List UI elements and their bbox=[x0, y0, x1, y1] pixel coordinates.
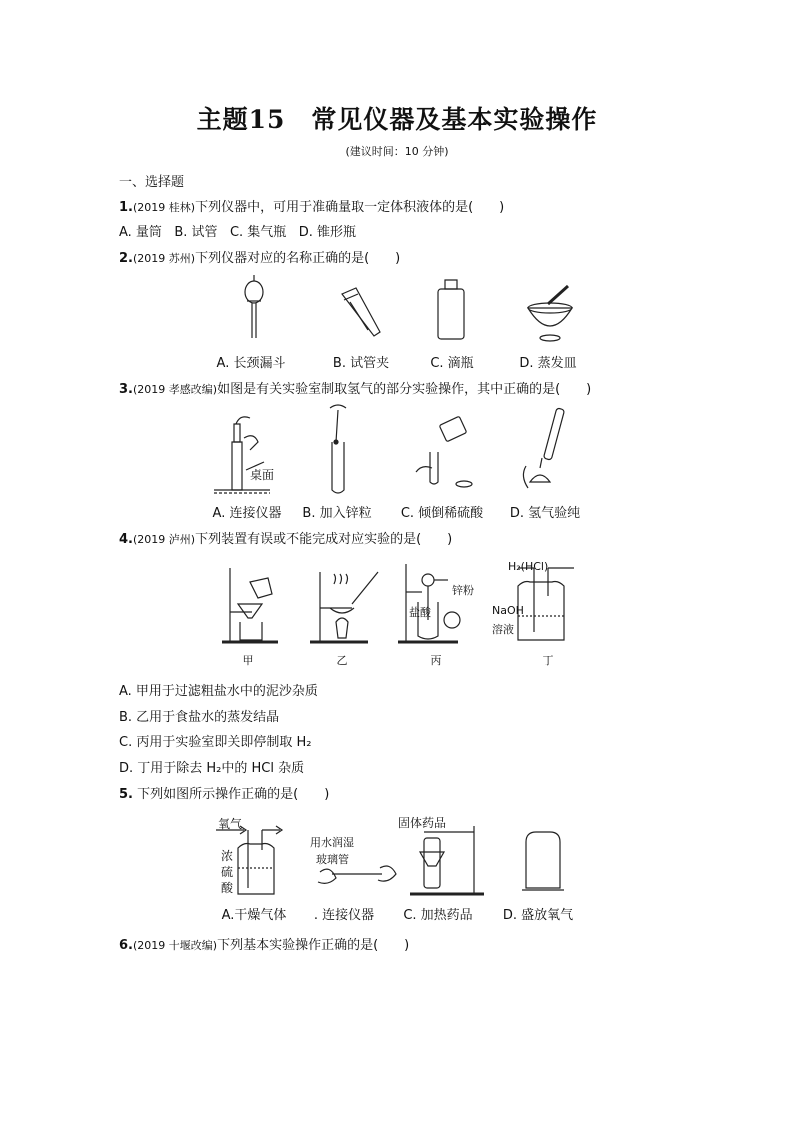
question-1-options bbox=[119, 221, 356, 240]
question-source: (2019 苏州) bbox=[132, 252, 196, 265]
question-1 bbox=[119, 196, 504, 215]
q3-caption-a: A. 连接仪器 bbox=[212, 506, 282, 521]
q5-caption-d: D. 盛放氧气 bbox=[502, 908, 574, 923]
question-source: (2019 十堰改编) bbox=[132, 939, 218, 952]
pour-acid-drawing bbox=[416, 416, 472, 487]
option-a: A. 量筒 bbox=[119, 225, 162, 240]
q5-label-wet: 用水润湿 bbox=[310, 836, 354, 849]
gas-washing-bottle-drawing bbox=[518, 568, 574, 640]
q4-option-b: B. 乙用于食盐水的蒸发结晶 bbox=[119, 710, 280, 725]
q4-label-solution: 溶液 bbox=[492, 623, 514, 636]
question-source: (2019 泸州) bbox=[132, 533, 196, 546]
hydrogen-generator-drawing bbox=[398, 564, 460, 642]
q4-caption-ding: 丁 bbox=[542, 654, 554, 667]
q5-label-oxygen: 氧气 bbox=[218, 817, 243, 831]
hydrogen-purity-test-drawing bbox=[523, 408, 564, 488]
question-stem: 下列仪器对应的名称正确的是( ) bbox=[195, 251, 401, 266]
question-stem: 下列装置有误或不能完成对应实验的是( ) bbox=[195, 532, 453, 547]
q4-label-zinc: 锌粉 bbox=[452, 584, 474, 597]
q2-caption-a: A. 长颈漏斗 bbox=[216, 356, 286, 371]
question-5 bbox=[119, 783, 329, 802]
question-number: 6. bbox=[119, 938, 133, 953]
option-b: B. 试管 bbox=[174, 225, 218, 240]
option-d: D. 锥形瓶 bbox=[298, 225, 356, 240]
q5-caption-b: . 连接仪器 bbox=[313, 908, 375, 923]
option-c: C. 集气瓶 bbox=[229, 225, 287, 240]
question-6 bbox=[119, 934, 409, 953]
q4-label-naoh: NaOH bbox=[492, 604, 524, 617]
q2-caption-c: C. 滴瓶 bbox=[430, 356, 474, 371]
test-tube-clamp-drawing bbox=[342, 288, 380, 336]
q4-label-acid: 盐酸 bbox=[409, 606, 431, 619]
question-stem: 下列仪器中，可用于准确量取一定体积液体的是( ) bbox=[195, 200, 505, 215]
q4-option-d: D. 丁用于除去 H₂中的 HCl 杂质 bbox=[119, 761, 305, 776]
question-number: 1. bbox=[119, 200, 133, 215]
question-source: (2019 桂林) bbox=[132, 201, 196, 214]
question-stem: 下列如图所示操作正确的是( ) bbox=[137, 787, 330, 802]
evaporation-apparatus-drawing bbox=[310, 572, 378, 642]
q4-caption-bing: 丙 bbox=[430, 654, 442, 667]
q3-caption-c: C. 倾倒稀硫酸 bbox=[400, 506, 484, 521]
heating-apparatus-drawing bbox=[410, 826, 484, 894]
question-number: 5. bbox=[119, 787, 133, 802]
q2-caption-d: D. 蒸发皿 bbox=[519, 356, 577, 371]
question-4 bbox=[119, 528, 452, 547]
q2-instrument-figures bbox=[230, 272, 590, 348]
q3-caption-d: D. 氢气验纯 bbox=[509, 506, 581, 521]
separatory-funnel-drawing bbox=[245, 275, 263, 338]
mortar-drawing bbox=[528, 286, 572, 341]
question-stem: 如图是有关实验室制取氢气的部分实验操作，其中正确的是( ) bbox=[217, 382, 592, 397]
q5-label-solid: 固体药品 bbox=[398, 816, 447, 830]
q4-caption-jia: 甲 bbox=[242, 654, 254, 667]
section-heading: 一、选择题 bbox=[119, 175, 185, 190]
gas-jar-drawing bbox=[522, 832, 564, 890]
q3-operation-figures bbox=[210, 402, 590, 498]
question-number: 3. bbox=[119, 382, 133, 397]
q3-caption-b: B. 加入锌粒 bbox=[302, 506, 372, 521]
add-zinc-drawing bbox=[330, 405, 346, 493]
q5-label-acid: 浓硫酸 bbox=[221, 849, 234, 895]
q5-caption-c: C. 加热药品 bbox=[403, 908, 473, 923]
q2-caption-b: B. 试管夹 bbox=[332, 356, 390, 371]
q4-option-a: A. 甲用于过滤粗盐水中的泥沙杂质 bbox=[119, 684, 318, 699]
question-number: 2. bbox=[119, 251, 133, 266]
question-2 bbox=[119, 247, 400, 266]
q4-apparatus-figures bbox=[218, 560, 580, 650]
dropping-bottle-drawing bbox=[438, 280, 464, 339]
q5-label-glass-tube: 玻璃管 bbox=[316, 853, 349, 866]
q4-label-gas: H₂(HCl) bbox=[508, 560, 549, 573]
q4-caption-yi: 乙 bbox=[336, 654, 348, 667]
q5-caption-a: A.干燥气体 bbox=[221, 908, 287, 923]
q4-option-c: C. 丙用于实验室即关即停制取 H₂ bbox=[119, 735, 312, 750]
question-number: 4. bbox=[119, 532, 133, 547]
q3-label-table: 桌面 bbox=[250, 468, 275, 482]
page-subtitle: (建议时间：10 分钟) bbox=[345, 145, 449, 158]
connect-tube-drawing bbox=[318, 866, 396, 883]
question-source: (2019 孝感改编) bbox=[132, 383, 218, 396]
question-stem: 下列基本实验操作正确的是( ) bbox=[217, 938, 410, 953]
page-title: 主题15 常见仪器及基本实验操作 bbox=[196, 105, 598, 134]
question-3 bbox=[119, 378, 591, 397]
filtration-apparatus-drawing bbox=[222, 568, 278, 642]
